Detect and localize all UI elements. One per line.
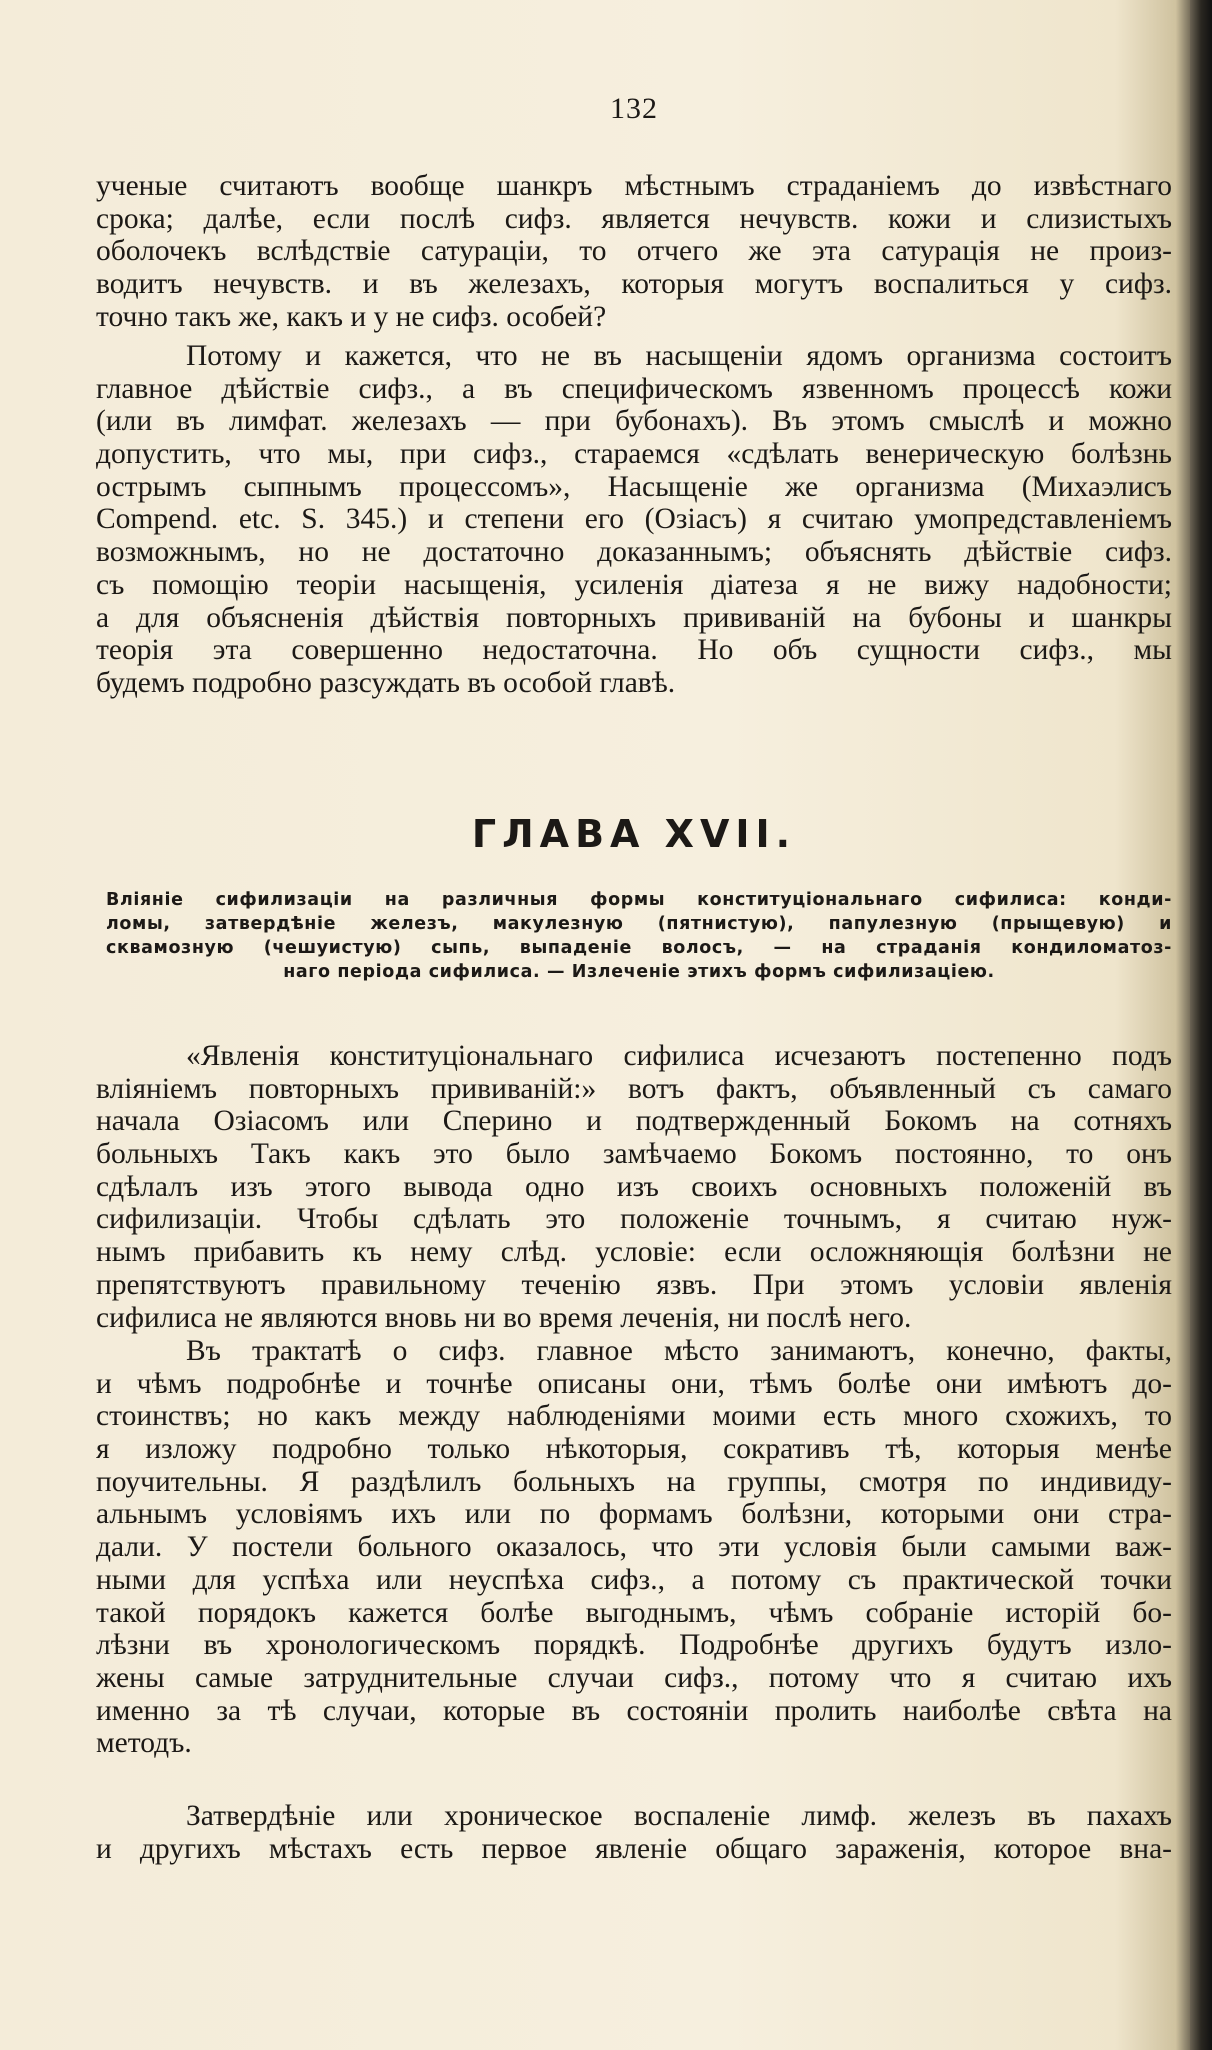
paragraph-saturation-theory bbox=[96, 340, 1172, 700]
text-line: препятствуютъ правильному теченію язвъ. При этомъ условіи явленія bbox=[96, 1268, 1172, 1301]
text-line: сдѣлалъ изъ этого вывода одно изъ своихъ основныхъ положеній въ bbox=[96, 1170, 1172, 1203]
text-line: начала Озіасомъ или Сперино и подтвержденный Бокомъ на сотняхъ bbox=[96, 1105, 1172, 1138]
text-line: водитъ нечувств. и въ железахъ, которыя могутъ воспалиться у сифз. bbox=[96, 268, 1172, 301]
page-content bbox=[96, 0, 1172, 2050]
text-line: методъ. bbox=[96, 1727, 192, 1760]
chapter-heading: ГЛАВА XVII. bbox=[471, 812, 797, 856]
text-line: ученые считаютъ вообще шанкръ мѣстнымъ страданіемъ до извѣстнаго bbox=[96, 170, 1172, 202]
text-line: будемъ подробно разсуждать въ особой главѣ. bbox=[96, 666, 676, 699]
text-line: Compend. etc. S. 345.) и степени его (Озіасъ) я считаю умопредставленіемъ bbox=[96, 503, 1172, 536]
paragraph-treatise-facts bbox=[96, 1335, 1172, 1760]
text-line: нымъ прибавить къ нему слѣд. условіе: если осложняющія болѣзни не bbox=[96, 1236, 1172, 1269]
text-line: и другихъ мѣстахъ есть первое явленіе общаго зараженія, которое вна- bbox=[96, 1832, 1172, 1865]
text-line: допустить, что мы, при сифз., стараемся «сдѣлать венерическую болѣзнь bbox=[96, 438, 1172, 471]
text-line: сифилизаціи. Чтобы сдѣлать это положеніе точнымъ, я считаю нуж- bbox=[96, 1203, 1172, 1236]
text-line: возможнымъ, но не достаточно доказаннымъ; объяснять дѣйствіе сифз. bbox=[96, 536, 1172, 569]
paragraph-constitutional-syphilis bbox=[96, 1040, 1172, 1334]
text-line: такой порядокъ кажется болѣе выгоднымъ, чѣмъ собраніе исторій бо- bbox=[96, 1596, 1172, 1629]
text-line: Затвердѣніе или хроническое воспаленіе лимф. железъ въ пахахъ bbox=[186, 1800, 1172, 1832]
text-line: лѣзни въ хронологическомъ порядкѣ. Подробнѣе другихъ будутъ изло- bbox=[96, 1629, 1172, 1662]
text-line: Потому и кажется, что не въ насыщеніи ядомъ организма состоитъ bbox=[186, 340, 1172, 372]
text-line: вліяніемъ повторныхъ прививаній:» вотъ фактъ, объявленный съ самаго bbox=[96, 1072, 1172, 1105]
text-line: жены самые затруднительные случаи сифз., потому что я считаю ихъ bbox=[96, 1661, 1172, 1694]
text-line: я изложу подробно только нѣкоторыя, сокративъ тѣ, которыя менѣе bbox=[96, 1433, 1172, 1466]
text-line: главное дѣйствіе сифз., а въ специфическомъ язвенномъ процессѣ кожи bbox=[96, 372, 1172, 405]
text-line: съ помощію теоріи насыщенія, усиленія діатеза я не вижу надобности; bbox=[96, 568, 1172, 601]
text-line: теорія эта совершенно недостаточна. Но объ сущности сифз., мы bbox=[96, 634, 1172, 667]
text-line: ными для успѣха или неуспѣха сифз., а потому съ практической точки bbox=[96, 1563, 1172, 1596]
text-line: стоинствъ; но какъ между наблюденіями моими есть много схожихъ, то bbox=[96, 1400, 1172, 1433]
book-spine-shadow bbox=[1190, 0, 1212, 2050]
text-line: именно за тѣ случаи, которые въ состояніи пролить наиболѣе свѣта на bbox=[96, 1694, 1172, 1727]
text-line: поучительны. Я раздѣлилъ больныхъ на группы, смотря по индивиду- bbox=[96, 1465, 1172, 1498]
text-line: оболочекъ вслѣдствіе сатураціи, то отчего же эта сатурація не произ- bbox=[96, 235, 1172, 268]
text-line: а для объясненія дѣйствія повторныхъ прививаній на бубоны и шанкры bbox=[96, 601, 1172, 634]
text-line: больныхъ Такъ какъ это было замѣчаемо Бокомъ постоянно, то онъ bbox=[96, 1138, 1172, 1171]
chapter-summary bbox=[106, 888, 1172, 984]
text-line: альнымъ условіямъ ихъ или по формамъ болѣзни, которыми они стра- bbox=[96, 1498, 1172, 1531]
text-line: точно такъ же, какъ и у не сифз. особей? bbox=[96, 300, 607, 333]
summary-line: ломы, затвердѣніе железъ, макулезную (пятнистую), папулезную (прыщевую) и bbox=[106, 914, 1172, 934]
summary-line: наго періода сифилиса. — Излеченіе этихъ формъ сифилизаціею. bbox=[283, 962, 995, 982]
text-line: «Явленія конституціональнаго сифилиса исчезаютъ постепенно подъ bbox=[186, 1040, 1172, 1072]
paragraph-induration bbox=[96, 1800, 1172, 1865]
summary-line: Вліяніе сифилизаціи на различныя формы конституціональнаго сифилиса: конди- bbox=[106, 890, 1172, 910]
text-line: и чѣмъ подробнѣе и точнѣе описаны они, тѣмъ болѣе они имѣютъ до- bbox=[96, 1367, 1172, 1400]
page-number: 132 bbox=[610, 92, 658, 125]
text-line: Въ трактатѣ о сифз. главное мѣсто занимаютъ, конечно, факты, bbox=[186, 1335, 1172, 1367]
summary-line: сквамозную (чешуистую) сыпь, выпаденіе волосъ, — на страданія кондиломатоз- bbox=[106, 938, 1172, 958]
text-line: сифилиса не являются вновь ни во время леченія, ни послѣ него. bbox=[96, 1301, 912, 1334]
text-line: (или въ лимфат. железахъ — при бубонахъ). Въ этомъ смыслѣ и можно bbox=[96, 405, 1172, 438]
text-line: срока; далѣе, если послѣ сифз. является нечувств. кожи и слизистыхъ bbox=[96, 202, 1172, 235]
paragraph-continuation bbox=[96, 170, 1172, 333]
text-line: дали. У постели больного оказалось, что эти условія были самыми важ- bbox=[96, 1531, 1172, 1564]
text-line: острымъ сыпнымъ процессомъ», Насыщеніе же организма (Михаэлисъ bbox=[96, 470, 1172, 503]
